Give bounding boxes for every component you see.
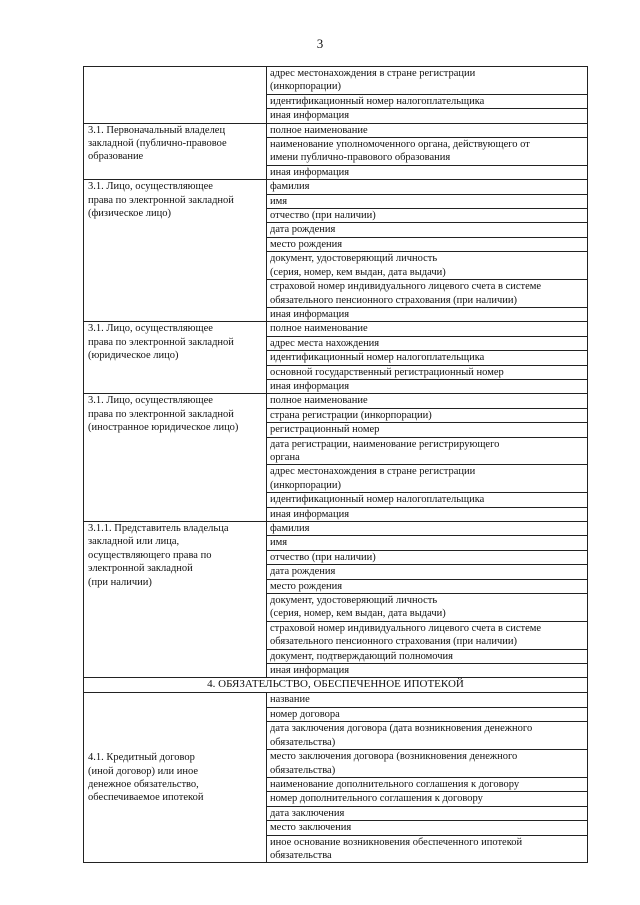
field-item: наименование уполномоченного органа, действующего от имени публично-правового образования <box>267 138 588 166</box>
table-row <box>84 522 588 536</box>
group-label: 3.1. Лицо, осуществляющее права по электронной закладной (юридическое лицо) <box>84 322 267 394</box>
field-item: основной государственный регистрационный номер <box>267 365 588 379</box>
field-item: отчество (при наличии) <box>267 209 588 223</box>
table-row <box>84 693 588 707</box>
field-item: номер договора <box>267 707 588 721</box>
field-item: регистрационный номер <box>267 423 588 437</box>
field-item: дата заключения <box>267 806 588 820</box>
group-label: 3.1. Лицо, осуществляющее права по электронной закладной (иностранное юридическое лицо) <box>84 394 267 522</box>
field-item: иная информация <box>267 664 588 678</box>
field-item: адрес места нахождения <box>267 336 588 350</box>
table-row <box>84 123 588 137</box>
section-header-row <box>84 678 588 693</box>
field-item: место заключения <box>267 821 588 835</box>
field-item: дата заключения договора (дата возникновения денежного обязательства) <box>267 722 588 750</box>
field-item: документ, удостоверяющий личность (серия, номер, кем выдан, дата выдачи) <box>267 594 588 622</box>
group-label: 3.1. Лицо, осуществляющее права по электронной закладной (физическое лицо) <box>84 180 267 322</box>
field-item: полное наименование <box>267 123 588 137</box>
table-row <box>84 394 588 408</box>
group-label <box>84 67 267 124</box>
field-item: иная информация <box>267 307 588 321</box>
field-item: идентификационный номер налогоплательщика <box>267 351 588 365</box>
group-label: 4.1. Кредитный договор (иной договор) или иное денежное обязательство, обеспечиваемое ипотекой <box>84 693 267 863</box>
field-item: место рождения <box>267 237 588 251</box>
field-item: иная информация <box>267 109 588 123</box>
table-row <box>84 322 588 336</box>
field-item: иное основание возникновения обеспеченного ипотекой обязательства <box>267 835 588 863</box>
table-row <box>84 67 588 95</box>
field-item: страховой номер индивидуального лицевого счета в системе обязательного пенсионного страхования (при наличии) <box>267 280 588 308</box>
field-item: иная информация <box>267 379 588 393</box>
field-item: иная информация <box>267 507 588 521</box>
field-item: идентификационный номер налогоплательщика <box>267 493 588 507</box>
field-item: документ, подтверждающий полномочия <box>267 649 588 663</box>
field-item: название <box>267 693 588 707</box>
field-item: имя <box>267 536 588 550</box>
field-item: дата рождения <box>267 565 588 579</box>
field-item: дата рождения <box>267 223 588 237</box>
field-item: фамилия <box>267 180 588 194</box>
field-item: дата регистрации, наименование регистрирующего органа <box>267 437 588 465</box>
field-item: фамилия <box>267 522 588 536</box>
field-item: иная информация <box>267 165 588 179</box>
field-item: документ, удостоверяющий личность (серия, номер, кем выдан, дата выдачи) <box>267 252 588 280</box>
field-item: место рождения <box>267 579 588 593</box>
group-label: 3.1.1. Представитель владельца закладной или лица, осуществляющего права по электронной закладной (при наличии) <box>84 522 267 678</box>
field-item: страна регистрации (инкорпорации) <box>267 408 588 422</box>
field-item: имя <box>267 194 588 208</box>
section-header: 4. ОБЯЗАТЕЛЬСТВО, ОБЕСПЕЧЕННОЕ ИПОТЕКОЙ <box>84 678 588 693</box>
page-number: 3 <box>316 36 324 51</box>
document-table-body <box>84 67 588 863</box>
field-item: адрес местонахождения в стране регистрации (инкорпорации) <box>267 465 588 493</box>
field-item: номер дополнительного соглашения к договору <box>267 792 588 806</box>
field-item: отчество (при наличии) <box>267 550 588 564</box>
field-item: страховой номер индивидуального лицевого счета в системе обязательного пенсионного страхования (при наличии) <box>267 621 588 649</box>
field-item: адрес местонахождения в стране регистрации (инкорпорации) <box>267 67 588 95</box>
field-item: место заключения договора (возникновения денежного обязательства) <box>267 750 588 778</box>
group-label: 3.1. Первоначальный владелец закладной (публично-правовое образование <box>84 123 267 180</box>
field-item: идентификационный номер налогоплательщика <box>267 94 588 108</box>
table-row <box>84 180 588 194</box>
document-table <box>83 66 588 863</box>
field-item: полное наименование <box>267 322 588 336</box>
field-item: полное наименование <box>267 394 588 408</box>
field-item: наименование дополнительного соглашения к договору <box>267 777 588 791</box>
